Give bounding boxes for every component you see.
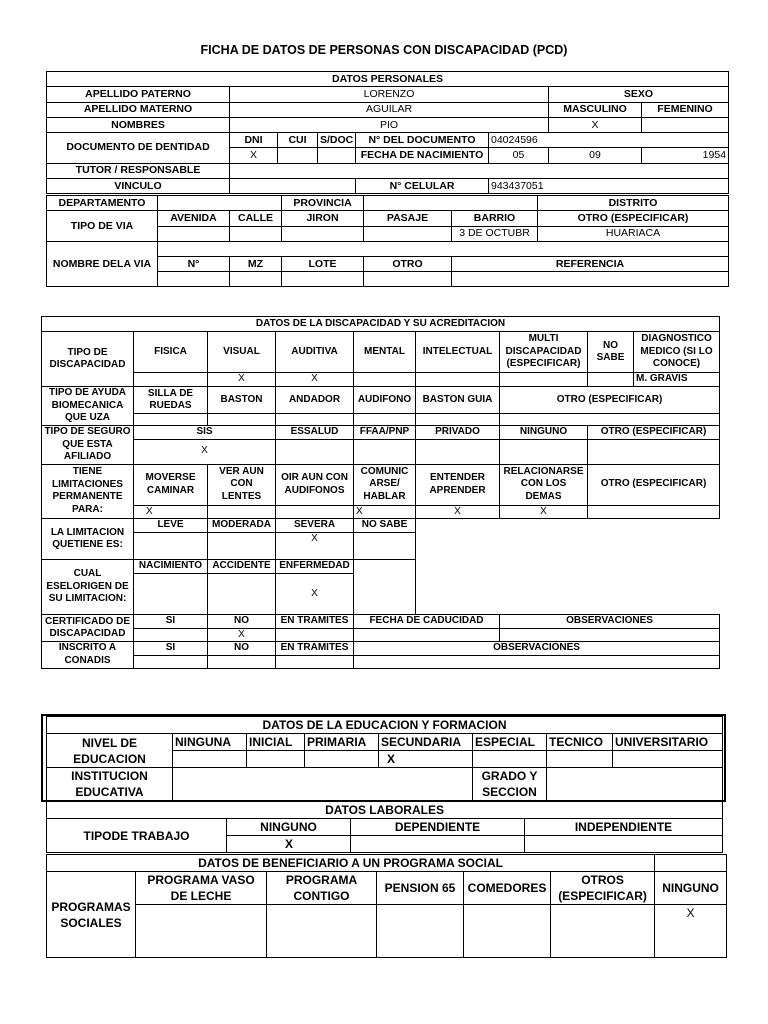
- label-departamento: DEPARTAMENTO: [47, 196, 158, 211]
- label-barrio: BARRIO: [452, 211, 538, 226]
- enfermedad-mark[interactable]: X: [276, 574, 354, 615]
- label-tecnico: TECNICO: [547, 734, 613, 751]
- social-title-spacer: [655, 855, 727, 872]
- label-tipo-discapacidad: TIPO DE DISCAPACIDAD: [42, 332, 134, 387]
- masculino-mark[interactable]: X: [549, 117, 642, 132]
- label-visual: VISUAL: [208, 332, 276, 373]
- label-intelectual: INTELECTUAL: [416, 332, 500, 373]
- fecha-caducidad-box[interactable]: [354, 628, 500, 642]
- label-comunicarse: COMUNIC ARSE/ HABLAR: [354, 464, 416, 505]
- origen-spacer: [354, 560, 416, 574]
- label-otros-programa: OTROS (ESPECIFICAR): [551, 872, 655, 905]
- label-otro-limitacion: OTRO (ESPECIFICAR): [588, 464, 720, 505]
- label-ninguna: NINGUNA: [173, 734, 247, 751]
- label-severa: SEVERA: [276, 519, 354, 533]
- label-otro: OTRO: [364, 256, 452, 271]
- independiente-box[interactable]: [525, 836, 723, 853]
- cert-tramites-box[interactable]: [276, 628, 354, 642]
- secundaria-mark[interactable]: X: [379, 751, 473, 768]
- label-celular: N° CELULAR: [356, 179, 489, 194]
- label-sexo: SEXO: [549, 87, 729, 102]
- label-mental: MENTAL: [354, 332, 416, 373]
- label-nivel-educacion: NIVEL DE EDUCACION: [47, 734, 173, 768]
- label-numero-documento: N° DEL DOCUMENTO: [356, 133, 489, 148]
- label-tipo-ayuda: TIPO DE AYUDA BIOMECANICA QUE UZA: [42, 387, 134, 426]
- label-mz: MZ: [230, 256, 282, 271]
- label-avenida: AVENIDA: [158, 211, 230, 226]
- label-essalud: ESSALUD: [276, 426, 354, 440]
- label-cert-si: SI: [134, 615, 208, 629]
- label-institucion: INSTITUCION EDUCATIVA: [47, 768, 173, 801]
- label-provincia: PROVINCIA: [282, 196, 364, 211]
- calle-box[interactable]: [230, 226, 282, 241]
- essalud-box[interactable]: [276, 439, 354, 464]
- dependiente-box[interactable]: [351, 836, 525, 853]
- value-dia[interactable]: 05: [489, 148, 549, 163]
- label-universitario: UNIVERSITARIO: [613, 734, 723, 751]
- label-apellido-paterno: APELLIDO PATERNO: [47, 87, 230, 102]
- contigo-box[interactable]: [267, 905, 377, 958]
- label-certificado: CERTIFICADO DE DISCAPACIDAD: [42, 615, 134, 642]
- address-table: [46, 195, 729, 287]
- primaria-box[interactable]: [305, 751, 379, 768]
- dni-mark[interactable]: X: [230, 148, 278, 163]
- value-departamento[interactable]: [158, 196, 282, 211]
- label-limitaciones: TIENE LIMITACIONES PERMANENTE PARA:: [42, 464, 134, 519]
- no-sabe-limitacion-box[interactable]: [354, 533, 416, 560]
- label-otro-seguro: OTRO (ESPECIFICAR): [588, 426, 720, 440]
- value-vinculo[interactable]: [230, 179, 356, 194]
- sdoc-box[interactable]: [318, 148, 356, 163]
- ninguna-box[interactable]: [173, 751, 247, 768]
- section-disability-title: DATOS DE LA DISCAPACIDAD Y SU ACREDITACION: [42, 317, 720, 332]
- otro-box[interactable]: [364, 272, 452, 287]
- silla-box[interactable]: [134, 414, 208, 426]
- label-conadis-no: NO: [208, 642, 276, 656]
- institucion-box[interactable]: [173, 768, 473, 801]
- grado-seccion-box[interactable]: [547, 768, 723, 801]
- label-jiron: JIRON: [282, 211, 364, 226]
- label-andador: ANDADOR: [276, 387, 354, 414]
- moderada-box[interactable]: [208, 533, 276, 560]
- conadis-si-box[interactable]: [134, 655, 208, 668]
- education-table: [46, 716, 723, 801]
- jiron-box[interactable]: [282, 226, 364, 241]
- value-nombres[interactable]: PIO: [230, 117, 549, 132]
- cert-observaciones-box[interactable]: [500, 628, 720, 642]
- tecnico-box[interactable]: [547, 751, 613, 768]
- universitario-box[interactable]: [613, 751, 723, 768]
- andador-box[interactable]: [276, 414, 354, 426]
- label-silla-ruedas: SILLA DE RUEDAS: [134, 387, 208, 414]
- severa-mark[interactable]: X: [276, 533, 354, 560]
- label-no-sabe-limitacion: NO SABE: [354, 519, 416, 533]
- value-diagnostico[interactable]: M. GRAVIS: [634, 373, 720, 387]
- label-tipo-seguro: TIPO DE SEGURO QUE ESTA AFILIADO: [42, 426, 134, 465]
- pasaje-box[interactable]: [364, 226, 452, 241]
- ninguno-seguro-box[interactable]: [500, 439, 588, 464]
- value-barrio[interactable]: 3 DE OCTUBR: [452, 226, 538, 241]
- label-privado: PRIVADO: [416, 426, 500, 440]
- auditiva-mark[interactable]: X: [276, 373, 354, 387]
- label-comedores: COMEDORES: [464, 872, 551, 905]
- label-trabajo-ninguno: NINGUNO: [227, 819, 351, 836]
- label-ninguno-seguro: NINGUNO: [500, 426, 588, 440]
- ver-box[interactable]: [208, 505, 276, 519]
- label-programas-sociales: PROGRAMAS SOCIALES: [47, 872, 136, 958]
- programa-ninguno-mark[interactable]: X: [655, 905, 727, 958]
- label-moverse: MOVERSE CAMINAR: [134, 464, 208, 505]
- visual-mark[interactable]: X: [208, 373, 276, 387]
- femenino-box[interactable]: [642, 117, 729, 132]
- label-origen: CUAL ESELORIGEN DE SU LIMITACION:: [42, 560, 134, 615]
- label-enfermedad: ENFERMEDAD: [276, 560, 354, 574]
- label-vaso-leche: PROGRAMA VASO DE LECHE: [136, 872, 267, 905]
- section-work-title: DATOS LABORALES: [47, 802, 723, 819]
- value-otro-via[interactable]: HUARIACA: [538, 226, 729, 241]
- intelectual-box[interactable]: [416, 373, 500, 387]
- label-multi-discapacidad: MULTI DISCAPACIDAD (ESPECIFICAR): [500, 332, 588, 373]
- label-sis: SIS: [134, 426, 276, 440]
- label-calle: CALLE: [230, 211, 282, 226]
- label-inicial: INICIAL: [247, 734, 305, 751]
- value-numero-documento[interactable]: 04024596: [489, 133, 729, 148]
- label-nacimiento: NACIMIENTO: [134, 560, 208, 574]
- label-conadis: INSCRITO A CONADIS: [42, 642, 134, 669]
- accidente-box[interactable]: [208, 574, 276, 615]
- label-audifono: AUDIFONO: [354, 387, 416, 414]
- label-pasaje: PASAJE: [364, 211, 452, 226]
- label-cui: CUI: [278, 133, 318, 148]
- value-celular[interactable]: 943437051: [489, 179, 729, 194]
- pension-box[interactable]: [377, 905, 464, 958]
- cert-no-mark[interactable]: X: [208, 628, 276, 642]
- multi-box[interactable]: [500, 373, 588, 387]
- work-table: [46, 801, 723, 853]
- label-vinculo: VINCULO: [47, 179, 230, 194]
- label-masculino: MASCULINO: [549, 102, 642, 117]
- entender-mark[interactable]: X: [416, 505, 500, 519]
- label-tipo-trabajo: TIPODE TRABAJO: [47, 819, 227, 853]
- otro-limitacion-box[interactable]: [588, 505, 720, 519]
- inicial-box[interactable]: [247, 751, 305, 768]
- otro-seguro-box[interactable]: [588, 439, 720, 464]
- no-sabe-box[interactable]: [588, 373, 634, 387]
- comunicarse-mark[interactable]: X: [354, 505, 416, 519]
- cui-box[interactable]: [278, 148, 318, 163]
- trabajo-ninguno-mark[interactable]: X: [227, 836, 351, 853]
- label-nombre-via: NOMBRE DELA VIA: [47, 241, 158, 287]
- section-social-title: DATOS DE BENEFICIARIO A UN PROGRAMA SOCIAL: [47, 855, 655, 872]
- moverse-mark[interactable]: X: [134, 505, 208, 519]
- value-tutor[interactable]: [230, 163, 729, 178]
- label-conadis-observaciones: OBSERVACIONES: [354, 642, 720, 656]
- label-relacionarse: RELACIONARSE CON LOS DEMAS: [500, 464, 588, 505]
- ffaa-box[interactable]: [354, 439, 416, 464]
- label-secundaria: SECUNDARIA: [379, 734, 473, 751]
- label-limitacion-grado: LA LIMITACION QUETIENE ES:: [42, 519, 134, 560]
- label-documento-identidad: DOCUMENTO DE DENTIDAD: [47, 133, 230, 164]
- value-apellido-materno[interactable]: AGUILAR: [230, 102, 549, 117]
- label-ffaa: FFAA/PNP: [354, 426, 416, 440]
- label-apellido-materno: APELLIDO MATERNO: [47, 102, 230, 117]
- lote-box[interactable]: [282, 272, 364, 287]
- nacimiento-box[interactable]: [134, 574, 208, 615]
- personal-data-table: [46, 71, 729, 194]
- fisica-box[interactable]: [134, 373, 208, 387]
- label-independiente: INDEPENDIENTE: [525, 819, 723, 836]
- mz-box[interactable]: [230, 272, 282, 287]
- vaso-leche-box[interactable]: [136, 905, 267, 958]
- label-leve: LEVE: [134, 519, 208, 533]
- label-cert-no: NO: [208, 615, 276, 629]
- label-baston-guia: BASTON GUIA: [416, 387, 500, 414]
- origen-spacer-2: [354, 574, 416, 615]
- baston-guia-box[interactable]: [416, 414, 500, 426]
- otro-ayuda-box[interactable]: [500, 414, 720, 426]
- label-cert-tramites: EN TRAMITES: [276, 615, 354, 629]
- label-fecha-nacimiento: FECHA DE NACIMIENTO: [356, 148, 489, 163]
- label-oir: OIR AUN CON AUDIFONOS: [276, 464, 354, 505]
- label-auditiva: AUDITIVA: [276, 332, 354, 373]
- label-accidente: ACCIDENTE: [208, 560, 276, 574]
- audifono-box[interactable]: [354, 414, 416, 426]
- label-lote: LOTE: [282, 256, 364, 271]
- section-personal-title: DATOS PERSONALES: [47, 72, 729, 87]
- label-pension-65: PENSION 65: [377, 872, 464, 905]
- label-primaria: PRIMARIA: [305, 734, 379, 751]
- comedores-box[interactable]: [464, 905, 551, 958]
- label-numero: N°: [158, 256, 230, 271]
- conadis-no-box[interactable]: [208, 655, 276, 668]
- label-cert-observaciones: OBSERVACIONES: [500, 615, 720, 629]
- value-apellido-paterno[interactable]: LORENZO: [230, 87, 549, 102]
- conadis-tramites-box[interactable]: [276, 655, 354, 668]
- privado-box[interactable]: [416, 439, 500, 464]
- label-contigo: PROGRAMA CONTIGO: [267, 872, 377, 905]
- label-no-sabe: NO SABE: [588, 332, 634, 373]
- sis-mark[interactable]: X: [134, 439, 276, 464]
- form-title: FICHA DE DATOS DE PERSONAS CON DISCAPACIDAD (PCD): [200, 43, 568, 57]
- mental-box[interactable]: [354, 373, 416, 387]
- label-nombres: NOMBRES: [47, 117, 230, 132]
- label-ver: VER AUN CON LENTES: [208, 464, 276, 505]
- value-mes[interactable]: 09: [549, 148, 642, 163]
- value-nombre-via[interactable]: [158, 241, 729, 256]
- disability-table: [41, 316, 720, 669]
- conadis-observaciones-box[interactable]: [354, 655, 720, 668]
- label-baston: BASTON: [208, 387, 276, 414]
- label-conadis-si: SI: [134, 642, 208, 656]
- label-conadis-tramites: EN TRAMITES: [276, 642, 354, 656]
- referencia-box[interactable]: [452, 272, 729, 287]
- avenida-box[interactable]: [158, 226, 230, 241]
- label-dni: DNI: [230, 133, 278, 148]
- label-tipo-via: TIPO DE VIA: [47, 211, 158, 242]
- oir-box[interactable]: [276, 505, 354, 519]
- value-provincia[interactable]: [364, 196, 538, 211]
- label-femenino: FEMENINO: [642, 102, 729, 117]
- label-fisica: FISICA: [134, 332, 208, 373]
- value-anio[interactable]: 1954: [642, 148, 729, 163]
- label-otro-via: OTRO (ESPECIFICAR): [538, 211, 729, 226]
- section-education-title: DATOS DE LA EDUCACION Y FORMACION: [47, 717, 723, 734]
- baston-box[interactable]: [208, 414, 276, 426]
- cert-si-box[interactable]: [134, 628, 208, 642]
- blank-area: [416, 519, 720, 615]
- label-fecha-caducidad: FECHA DE CADUCIDAD: [354, 615, 500, 629]
- relacionarse-mark[interactable]: X: [500, 505, 588, 519]
- especial-box[interactable]: [473, 751, 547, 768]
- otros-programa-box[interactable]: [551, 905, 655, 958]
- label-grado-seccion: GRADO Y SECCION: [473, 768, 547, 801]
- label-especial: ESPECIAL: [473, 734, 547, 751]
- label-moderada: MODERADA: [208, 519, 276, 533]
- label-distrito: DISTRITO: [538, 196, 729, 211]
- label-referencia: REFERENCIA: [452, 256, 729, 271]
- label-sdoc: S/DOC: [318, 133, 356, 148]
- leve-box[interactable]: [134, 533, 208, 560]
- label-otro-ayuda: OTRO (ESPECIFICAR): [500, 387, 720, 414]
- label-entender: ENTENDER APRENDER: [416, 464, 500, 505]
- numero-box[interactable]: [158, 272, 230, 287]
- label-dependiente: DEPENDIENTE: [351, 819, 525, 836]
- social-program-table: [46, 854, 727, 958]
- label-diagnostico: DIAGNOSTICO MEDICO (SI LO CONOCE): [634, 332, 720, 373]
- label-programa-ninguno: NINGUNO: [655, 872, 727, 905]
- label-tutor: TUTOR / RESPONSABLE: [47, 163, 230, 178]
